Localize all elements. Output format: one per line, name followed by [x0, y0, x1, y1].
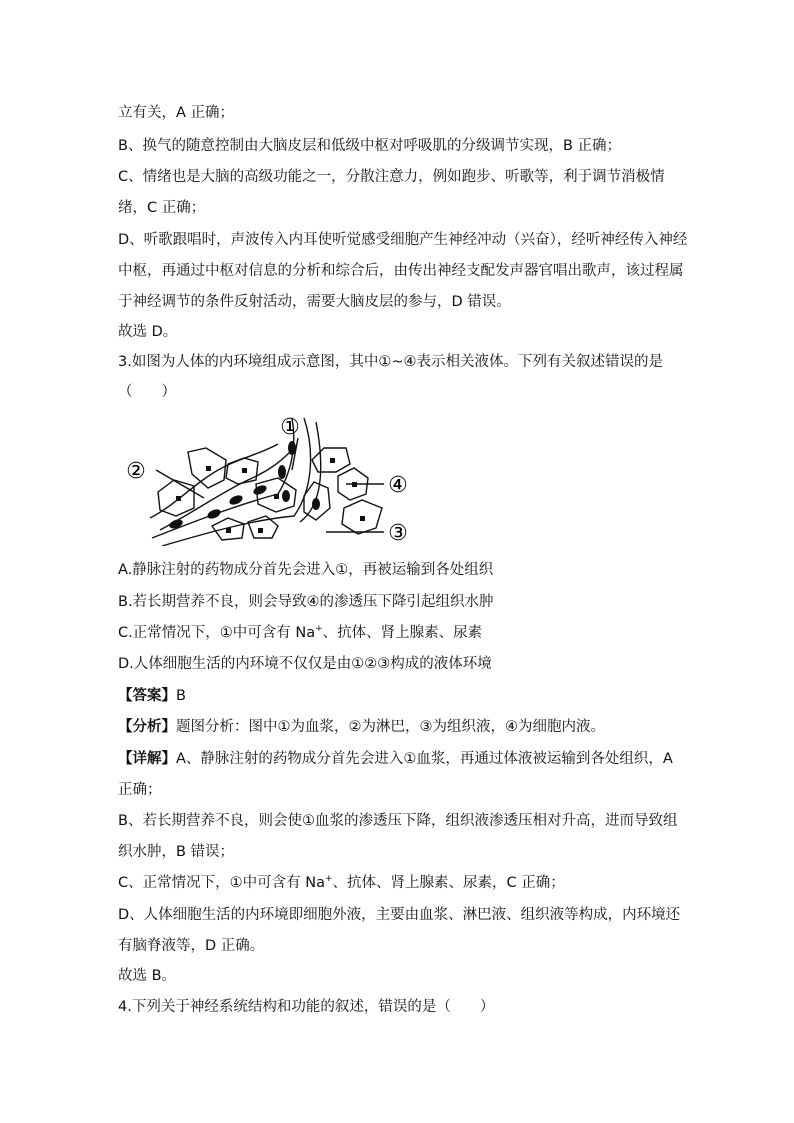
- blood-cell: [206, 507, 222, 520]
- cell-nucleus: [226, 528, 231, 533]
- detail-line: [118, 749, 673, 769]
- blood-cell: [252, 483, 268, 496]
- text-line: 正确；: [118, 782, 162, 798]
- text-line: B、若长期营养不良，则会使①血浆的渗透压下降，组织液渗透压相对升高，进而导致组: [118, 813, 678, 829]
- blood-cell: [312, 498, 320, 510]
- cell-nucleus: [330, 458, 335, 463]
- cell-nucleus: [242, 468, 247, 473]
- question-4-stem: 4.下列关于神经系统结构和功能的叙述，错误的是（ ）: [118, 999, 495, 1015]
- blood-cell: [288, 441, 296, 455]
- text-line: 于神经调节的条件反射活动，需要大脑皮层的参与，D 错误。: [118, 294, 511, 310]
- analysis-text: 题图分析：图中①为血浆，②为淋巴，③为组织液，④为细胞内液。: [176, 719, 605, 735]
- answer-value: B: [176, 688, 186, 704]
- detail-c-text: C、正常情况下，①中可含有 Na: [118, 875, 325, 891]
- cell-nucleus: [352, 482, 357, 487]
- detail-c-rest: 、抗体、肾上腺素、尿素，C 正确；: [332, 875, 565, 891]
- cell-nucleus: [258, 528, 263, 533]
- text-line: B、换气的随意控制由大脑皮层和低级中枢对呼吸肌的分级调节实现，B 正确；: [118, 138, 622, 154]
- blood-cell: [278, 465, 286, 479]
- text-line: D、人体细胞生活的内环境即细胞外液，主要由血浆、淋巴液、组织液等构成，内环境还: [118, 907, 681, 923]
- cell-outline: [248, 516, 278, 538]
- diagram-label-4: ④: [388, 473, 408, 498]
- text-line: 立有关，A 正确；: [118, 105, 235, 121]
- text-line: 故选 D。: [118, 324, 178, 340]
- option-c: [118, 623, 482, 643]
- question-3-bracket: （ ）: [118, 384, 176, 400]
- cell-nucleus: [360, 516, 365, 521]
- answer-line: [118, 686, 186, 706]
- diagram-label-1: ①: [280, 415, 300, 440]
- blood-cell: [282, 490, 290, 502]
- text-line: 织水肿，B 错误；: [118, 844, 235, 860]
- text-line: D、听歌跟唱时，声波传入内耳使听觉感受细胞产生神经冲动（兴奋），经听神经传入神经: [118, 232, 688, 248]
- text-line: 有脑脊液等，D 正确。: [118, 938, 265, 954]
- superscript-plus: +: [315, 624, 323, 635]
- option-c-text: C.正常情况下，①中可含有 Na: [118, 625, 316, 641]
- cell-nucleus: [206, 466, 211, 471]
- text-line: 中枢，再通过中枢对信息的分析和综合后，由传出神经支配发声器官唱出歌声，该过程属: [118, 263, 684, 279]
- cell-nucleus: [274, 494, 279, 499]
- detail-a-text: A、静脉注射的药物成分首先会进入①血浆，再通过体液被运输到各处组织，A: [176, 751, 673, 767]
- detail-tag: 【详解】: [118, 751, 176, 767]
- cell-nucleus: [176, 496, 181, 501]
- answer-tag: 【答案】: [118, 688, 176, 704]
- text-line: 故选 B。: [118, 968, 177, 984]
- text-line: C、情绪也是大脑的高级功能之一，分散注意力，例如跑步、听歌等，利于调节消极情: [118, 169, 665, 185]
- lymph-vessel-wall: [150, 444, 278, 518]
- diagram-label-2: ②: [126, 459, 146, 484]
- diagram-label-3: ③: [388, 521, 408, 546]
- option-c-rest: 、抗体、肾上腺素、尿素: [322, 625, 483, 641]
- analysis-line: [118, 717, 605, 737]
- superscript-plus: +: [324, 874, 333, 885]
- option-d: D.人体细胞生活的内环境不仅仅是由①②③构成的液体环境: [118, 656, 492, 672]
- option-b: B.若长期营养不良，则会导致④的渗透压下降引起组织水肿: [118, 594, 494, 610]
- internal-environment-diagram: [118, 408, 418, 546]
- option-a: A.静脉注射的药物成分首先会进入①，再被运输到各处组织: [118, 562, 494, 578]
- detail-c-line: [118, 873, 565, 893]
- question-3-stem: 3.如图为人体的内环境组成示意图，其中①~④表示相关液体。下列有关叙述错误的是: [118, 354, 663, 370]
- analysis-tag: 【分析】: [118, 719, 176, 735]
- text-line: 绪，C 正确；: [118, 200, 206, 216]
